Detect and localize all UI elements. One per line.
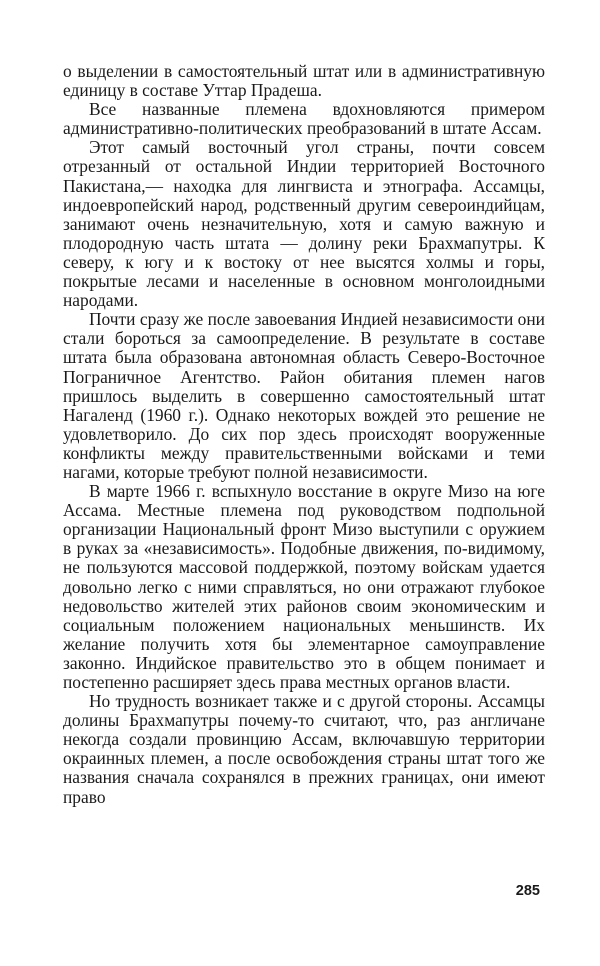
page-body — [63, 62, 545, 807]
paragraph: Но трудность возникает также и с другой стороны. Ассамцы долины Брахмапутры почему-то считают, что, раз англичане некогда создали провинцию Ассам, включавшую территории окраинных племен, а после освобождения страны штат того же названия сначала сохранялся в прежних границах, они имеют право — [63, 691, 545, 807]
page-number: 285 — [515, 883, 540, 899]
paragraph: Этот самый восточный угол страны, почти совсем отрезанный от остальной Индии территорией Восточного Пакистана,— находка для лингвиста и этнографа. Ассамцы, индоевропейский народ, родственный другим североиндийцам, занимают очень незначительную, хотя и самую важную и плодородную часть штата — долину реки Брахмапутры. К северу, к югу и к востоку от нее высятся холмы и горы, покрытые лесами и населенные в основном монголоидными народами. — [63, 137, 545, 311]
paragraph: о выделении в самостоятельный штат или в административную единицу в составе Уттар Прадеша. — [63, 61, 545, 101]
paragraph: В марте 1966 г. вспыхнуло восстание в округе Мизо на юге Ассама. Местные племена под руководством подпольной организации Национальный фронт Мизо выступили с оружием в руках за «независимость». Подобные движения, по-видимому, не пользуются массовой поддержкой, поэтому войскам удается довольно легко с ними справляться, но они отражают глубокое недовольство жителей этих районов своим экономическим и социальным положением национальных меньшинств. Их желание получить хотя бы элементарное самоуправление законно. Индийское правительство это в общем понимает и постепенно расширяет здесь права местных органов власти. — [63, 481, 545, 692]
paragraph: Все названные племена вдохновляются примером административно-политических преобразований в штате Ассам. — [63, 99, 545, 139]
paragraph: Почти сразу же после завоевания Индией независимости они стали бороться за самоопределение. В результате в составе штата была образована автономная область Северо-Восточное Пограничное Агентство. Район обитания племен нагов пришлось выделить в совершенно самостоятельный штат Нагаленд (1960 г.). Однако некоторых вождей это решение не удовлетворило. До сих пор здесь происходят вооруженные конфликты между правительственными войсками и теми нагами, которые требуют полной независимости. — [63, 309, 545, 482]
